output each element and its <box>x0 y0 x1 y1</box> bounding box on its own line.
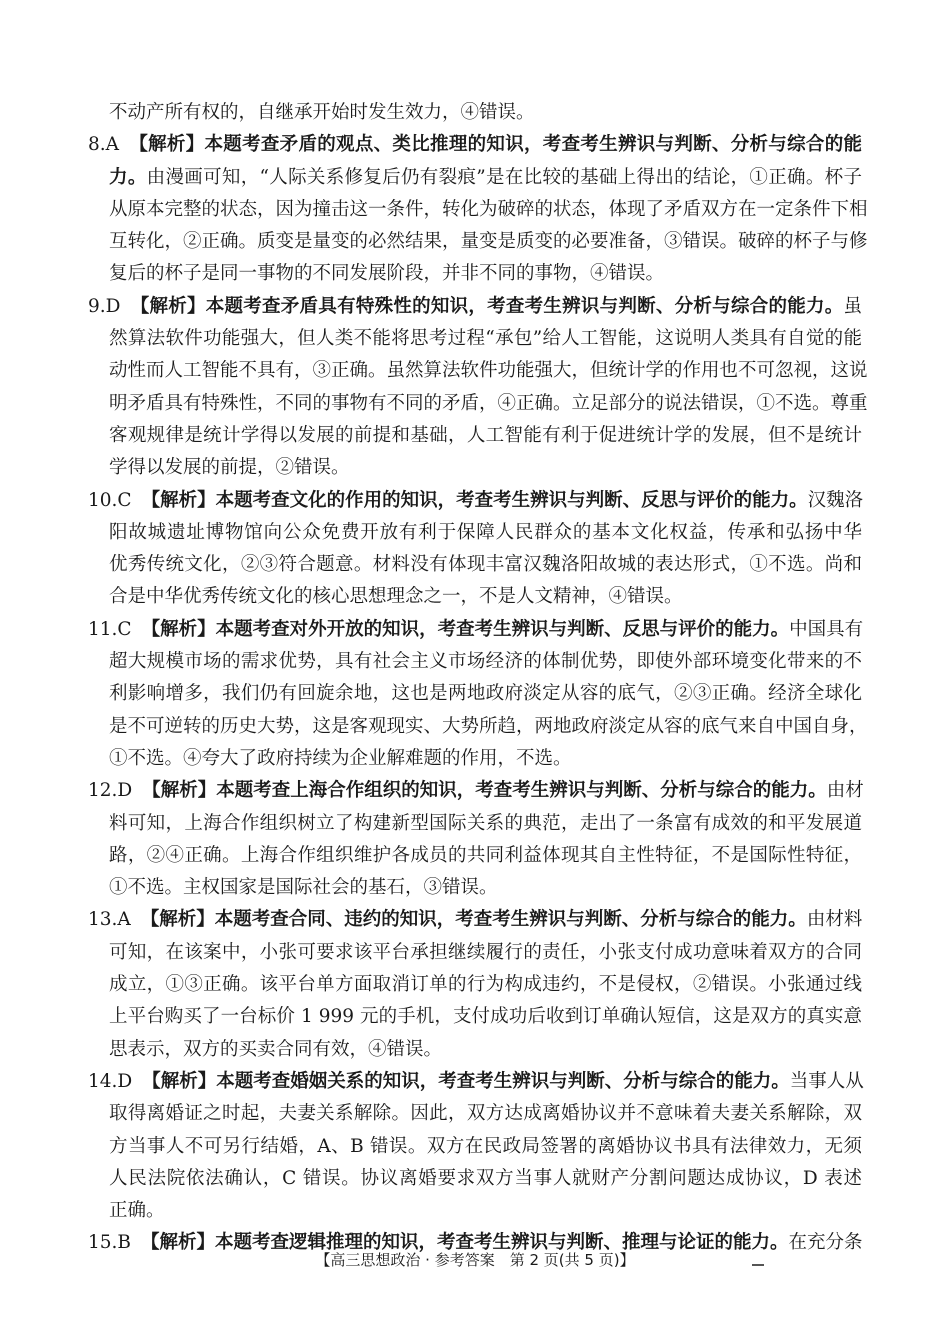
analysis-text: ①不选。④夸大了政府持续为企业解难题的作用，不选。 <box>109 747 572 769</box>
analysis-text: 中国具有 <box>789 618 864 640</box>
text-line <box>88 323 862 355</box>
analysis-text: 在充分条 <box>788 1232 863 1254</box>
analysis-text: 从原本完整的状态，因为撞击这一条件，转化为破碎的状态，体现了矛盾双方在一定条件下相 <box>109 198 868 220</box>
answer-item <box>88 904 862 1065</box>
question-number: 10. <box>88 489 118 511</box>
text-line <box>88 678 862 710</box>
analysis-text: ①不选。主权国家是国际社会的基石，③错误。 <box>109 877 498 899</box>
analysis-heading: 【解析】本题考查合同、违约的知识，考查考生辨识与判断、分析与综合的能力。 <box>140 909 807 931</box>
analysis-heading: 【解析】本题考查婚姻关系的知识，考查考生辨识与判断、分析与综合的能力。 <box>142 1070 790 1092</box>
analysis-text: 互转化，②正确。质变是量变的必然结果，量变是质变的必要准备，③错误。破碎的杯子与修 <box>109 231 868 253</box>
analysis-text: 人民法院依法确认，C 错误。协议离婚要求双方当事人就财产分割问题达成协议，D 表述 <box>109 1167 862 1189</box>
text-line <box>88 517 862 549</box>
analysis-text: 由漫画可知，“人际关系修复后仍有裂痕”是在比较的基础上得出的结论，①正确。杯子 <box>146 166 862 188</box>
analysis-text: 正确。 <box>109 1200 165 1222</box>
text-line <box>88 808 862 840</box>
analysis-text: 动性而人工智能不具有，③正确。虽然算法软件功能强大，但统计学的作用也不可忽视，这说 <box>109 360 868 382</box>
text-line <box>88 452 862 484</box>
analysis-text: 取得离婚证之时起，夫妻关系解除。因此，双方达成离婚协议并不意味着夫妻关系解除，双 <box>109 1103 862 1125</box>
answer-list <box>88 97 868 1260</box>
analysis-text: 由材 <box>826 780 864 802</box>
analysis-text: 超大规模市场的需求优势，具有社会主义市场经济的体制优势，即使外部环境变化带来的不 <box>109 651 862 673</box>
text-line <box>88 388 868 420</box>
analysis-text: 料可知，上海合作组织树立了构建新型国际关系的典范，走出了一条富有成效的和平发展道 <box>109 812 862 834</box>
text-line <box>88 581 862 613</box>
answer-letter: B <box>117 1232 132 1254</box>
text-line <box>88 291 862 323</box>
text-line <box>88 969 862 1001</box>
text-line <box>88 1034 862 1066</box>
text-line <box>88 549 862 581</box>
text-line <box>88 97 862 129</box>
text-line <box>88 775 862 807</box>
answer-item <box>88 775 862 904</box>
analysis-text: 阳故城遗址博物馆向公众免费开放有利于保障人民群众的基本文化权益，传承和弘扬中华 <box>109 521 862 543</box>
text-line <box>88 194 868 226</box>
analysis-text: 合是中华优秀传统文化的核心思想理念之一，不是人文精神，④错误。 <box>109 586 683 608</box>
analysis-text: 方当事人不可另行结婚，A、B 错误。双方在民政局签署的离婚协议书具有法律效力，无须 <box>109 1135 862 1157</box>
analysis-text: 明矛盾具有特殊性，不同的事物有不同的矛盾，④正确。立足部分的说法错误，①不选。尊重 <box>109 392 868 414</box>
analysis-text: 路，②④正确。上海合作组织维护各成员的共同利益体现其自主性特征，不是国际性特征， <box>109 844 862 866</box>
answer-letter: C <box>117 489 132 511</box>
analysis-text: 虽 <box>843 295 862 317</box>
answer-letter: A <box>117 909 131 931</box>
analysis-heading: 【解析】本题考查文化的作用的知识，考查考生辨识与判断、反思与评价的能力。 <box>141 489 808 511</box>
answer-letter: C <box>117 618 132 640</box>
text-line <box>88 258 862 290</box>
text-line <box>88 646 862 678</box>
answer-item <box>88 614 868 775</box>
text-line <box>88 614 862 646</box>
answer-item <box>88 129 868 290</box>
question-number: 9. <box>88 295 106 317</box>
analysis-text: 由材料 <box>806 909 863 931</box>
text-line <box>88 162 862 194</box>
question-number: 12. <box>88 780 118 802</box>
text-line <box>88 129 862 161</box>
text-line <box>88 420 862 452</box>
text-line <box>88 1001 862 1033</box>
text-line <box>88 226 868 258</box>
answer-letter: A <box>105 134 120 156</box>
question-number: 14. <box>88 1070 118 1092</box>
analysis-heading: 【解析】本题考查逻辑推理的知识，考查考生辨识与判断、推理与论证的能力。 <box>141 1232 789 1254</box>
text-line <box>88 711 868 743</box>
analysis-text: 然算法软件功能强大，但人类不能将思考过程“承包”给人工智能，这说明人类具有自觉的能 <box>109 328 862 350</box>
analysis-heading: 【解析】本题考查上海合作组织的知识，考查考生辨识与判断、分析与综合的能力。 <box>142 780 827 802</box>
analysis-text: 思表示，双方的买卖合同有效，④错误。 <box>109 1038 443 1060</box>
analysis-text: 当事人从 <box>789 1070 864 1092</box>
text-line <box>88 1163 862 1195</box>
analysis-text: 客观规律是统计学得以发展的前提和基础，人工智能有利于促进统计学的发展，但不是统计 <box>109 424 862 446</box>
question-number: 11. <box>88 618 118 640</box>
analysis-text: 是不可逆转的历史大势，这是客观现实、大势所趋，两地政府淡定从容的底气来自中国自身， <box>109 715 868 737</box>
text-line <box>88 1195 862 1227</box>
answer-item <box>88 1066 862 1227</box>
answer-letter: D <box>105 295 121 317</box>
text-line <box>88 937 862 969</box>
text-line <box>88 872 862 904</box>
analysis-heading: 力。 <box>109 166 147 188</box>
analysis-text: 成立，①③正确。该平台单方面取消订单的行为构成违约，不是侵权，②错误。小张通过线 <box>109 974 862 996</box>
analysis-text: 不动产所有权的，自继承开始时发生效力，④错误。 <box>109 102 535 123</box>
question-number: 8. <box>88 134 106 156</box>
page-footer: 【高三思想政治 · 参考答案 第 2 页(共 5 页)】 <box>315 1251 635 1269</box>
answer-item <box>88 485 862 614</box>
text-line <box>88 1098 862 1130</box>
text-line <box>88 1066 862 1098</box>
analysis-text: 复后的杯子是同一事物的不同发展阶段，并非不同的事物，④错误。 <box>109 263 665 285</box>
text-line <box>88 840 862 872</box>
analysis-text: 汉魏洛 <box>807 489 864 511</box>
answer-item <box>88 97 862 129</box>
analysis-text: 上平台购买了一台标价 1 999 元的手机，支付成功后收到订单确认短信，这是双方的真实意 <box>109 1006 862 1028</box>
answer-letter: D <box>117 780 133 802</box>
text-line <box>88 1131 862 1163</box>
analysis-text: 可知，在该案中，小张可要求该平台承担继续履行的责任，小张支付成功意味着双方的合同 <box>109 941 862 963</box>
analysis-text: 利影响增多，我们仍有回旋余地，这也是两地政府淡定从容的底气，②③正确。经济全球化 <box>109 683 862 705</box>
analysis-heading: 【解析】本题考查矛盾的观点、类比推理的知识，考查考生辨识与判断、分析与综合的能 <box>129 134 862 156</box>
text-line <box>88 355 868 387</box>
question-number: 15. <box>88 1232 118 1254</box>
answer-item <box>88 291 868 485</box>
text-line <box>88 904 862 936</box>
analysis-text: 学得以发展的前提，②错误。 <box>109 457 350 479</box>
text-line <box>88 743 862 775</box>
analysis-text: 优秀传统文化，②③符合题意。材料没有体现丰富汉魏洛阳故城的表达形式，①不选。尚和 <box>109 554 862 576</box>
text-line <box>88 485 862 517</box>
analysis-heading: 【解析】本题考查矛盾具有特殊性的知识，考查考生辨识与判断、分析与综合的能力。 <box>130 295 844 317</box>
scan-mark <box>752 1264 764 1266</box>
analysis-heading: 【解析】本题考查对外开放的知识，考查考生辨识与判断、反思与评价的能力。 <box>141 618 790 640</box>
answer-letter: D <box>117 1070 133 1092</box>
question-number: 13. <box>88 909 118 931</box>
